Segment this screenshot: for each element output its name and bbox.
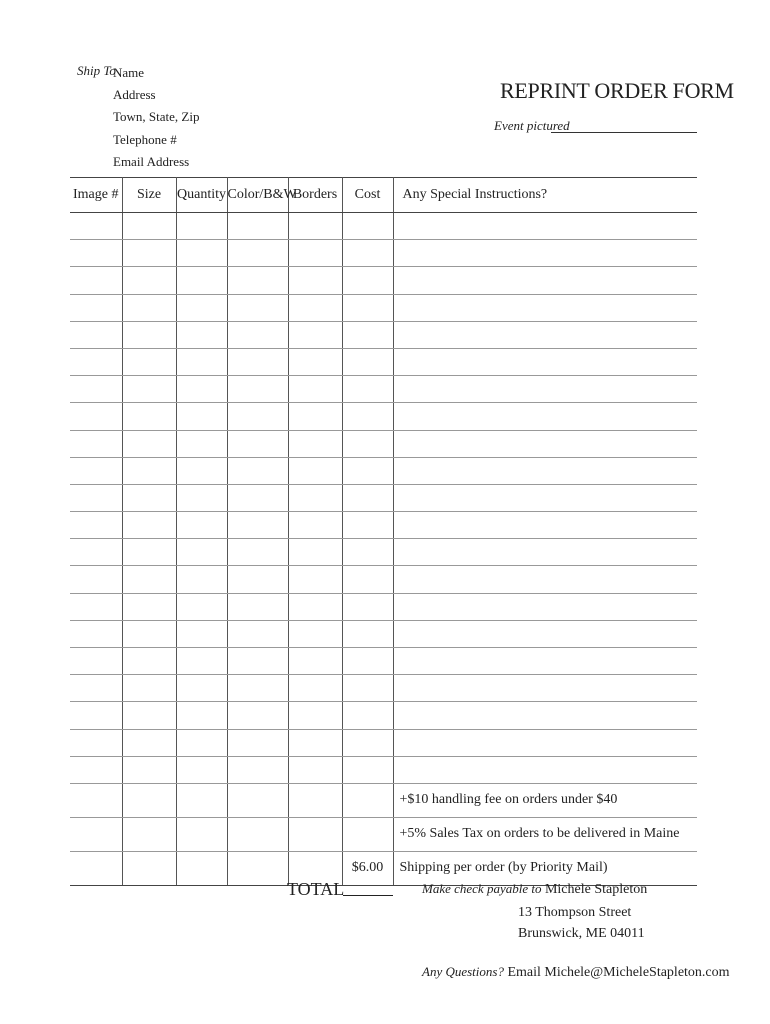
table-row: [70, 240, 697, 267]
table-cell[interactable]: [342, 294, 393, 321]
table-cell[interactable]: [227, 539, 288, 566]
table-cell[interactable]: [122, 294, 176, 321]
table-cell[interactable]: [70, 756, 122, 783]
table-cell[interactable]: [342, 593, 393, 620]
table-cell[interactable]: [227, 783, 288, 817]
table-cell[interactable]: [70, 213, 122, 240]
table-row: [70, 213, 697, 240]
table-cell[interactable]: [176, 817, 227, 851]
table-cell[interactable]: [227, 593, 288, 620]
table-cell[interactable]: [342, 512, 393, 539]
table-row: [70, 566, 697, 593]
table-cell[interactable]: [227, 403, 288, 430]
ship-to-name: Name: [113, 65, 145, 80]
table-cell[interactable]: [288, 566, 342, 593]
table-cell[interactable]: [288, 376, 342, 403]
table-cell[interactable]: [176, 593, 227, 620]
table-cell[interactable]: [227, 566, 288, 593]
table-cell[interactable]: [288, 648, 342, 675]
table-cell[interactable]: [70, 512, 122, 539]
table-row: [70, 620, 697, 647]
table-row: [70, 348, 697, 375]
table-cell[interactable]: [227, 348, 288, 375]
table-cell[interactable]: [70, 348, 122, 375]
table-cell[interactable]: [342, 756, 393, 783]
table-cell[interactable]: [176, 512, 227, 539]
table-cell[interactable]: [176, 240, 227, 267]
table-cell[interactable]: [288, 348, 342, 375]
table-cell[interactable]: [393, 729, 697, 756]
event-pictured-field[interactable]: [551, 132, 697, 133]
table-cell[interactable]: [342, 348, 393, 375]
table-row: [70, 457, 697, 484]
table-cell[interactable]: [122, 267, 176, 294]
table-cell[interactable]: [288, 213, 342, 240]
table-cell[interactable]: [393, 593, 697, 620]
table-cell[interactable]: [70, 566, 122, 593]
table-cell[interactable]: [122, 430, 176, 457]
table-cell[interactable]: [122, 348, 176, 375]
table-cell[interactable]: [288, 817, 342, 851]
table-cell[interactable]: [176, 620, 227, 647]
table-cell[interactable]: [122, 457, 176, 484]
table-cell[interactable]: [70, 783, 122, 817]
table-cell[interactable]: [176, 294, 227, 321]
table-cell[interactable]: [122, 851, 176, 885]
table-row: [70, 539, 697, 566]
table-cell[interactable]: [70, 593, 122, 620]
table-cell[interactable]: [70, 620, 122, 647]
total-label: TOTAL: [287, 879, 345, 899]
column-header-instructions: Any Special Instructions?: [393, 178, 697, 213]
column-header-borders: Borders: [288, 178, 342, 213]
contact-email[interactable]: Email Michele@MicheleStapleton.com: [507, 965, 730, 980]
table-cell[interactable]: [122, 376, 176, 403]
table-cell[interactable]: [70, 457, 122, 484]
table-cell[interactable]: [393, 756, 697, 783]
table-cell[interactable]: [342, 403, 393, 430]
table-cell[interactable]: [393, 620, 697, 647]
table-cell[interactable]: [70, 321, 122, 348]
table-cell[interactable]: [288, 430, 342, 457]
table-cell[interactable]: [176, 321, 227, 348]
table-cell[interactable]: [176, 756, 227, 783]
table-cell[interactable]: [393, 702, 697, 729]
table-cell[interactable]: [122, 539, 176, 566]
table-cell[interactable]: [227, 729, 288, 756]
table-cell[interactable]: [122, 321, 176, 348]
table-cell[interactable]: [288, 240, 342, 267]
table-cell[interactable]: [288, 321, 342, 348]
table-cell[interactable]: [70, 851, 122, 885]
table-cell[interactable]: [227, 620, 288, 647]
table-cell[interactable]: [227, 376, 288, 403]
table-cell[interactable]: [227, 430, 288, 457]
table-cell[interactable]: [122, 756, 176, 783]
table-cell[interactable]: [393, 675, 697, 702]
table-cell[interactable]: [122, 593, 176, 620]
table-cell[interactable]: [70, 294, 122, 321]
table-cell[interactable]: [342, 484, 393, 511]
table-cell[interactable]: [122, 783, 176, 817]
table-cell[interactable]: [288, 620, 342, 647]
sales-tax-note: +5% Sales Tax on orders to be delivered in Maine: [393, 817, 697, 851]
table-cell[interactable]: [288, 294, 342, 321]
table-cell[interactable]: [393, 267, 697, 294]
handling-fee-cost[interactable]: [342, 783, 393, 817]
table-cell[interactable]: [176, 539, 227, 566]
table-cell[interactable]: [176, 348, 227, 375]
payee-city: Brunswick, ME 04011: [518, 926, 645, 941]
table-cell[interactable]: [393, 484, 697, 511]
table-cell[interactable]: [122, 702, 176, 729]
table-cell[interactable]: [288, 512, 342, 539]
table-row: [70, 729, 697, 756]
table-cell[interactable]: [122, 648, 176, 675]
table-cell[interactable]: [176, 267, 227, 294]
table-cell[interactable]: [288, 702, 342, 729]
sales-tax-cost[interactable]: [342, 817, 393, 851]
table-row: [70, 294, 697, 321]
table-cell[interactable]: [176, 783, 227, 817]
table-cell[interactable]: [176, 702, 227, 729]
table-cell[interactable]: [393, 213, 697, 240]
table-cell[interactable]: [70, 240, 122, 267]
table-cell[interactable]: [176, 648, 227, 675]
table-cell[interactable]: [342, 267, 393, 294]
shipping-cost: $6.00: [342, 851, 393, 885]
fee-row-sales-tax: [70, 817, 697, 851]
table-cell[interactable]: [393, 403, 697, 430]
ship-to-town-state-zip: Town, State, Zip: [113, 109, 200, 125]
total-field[interactable]: [343, 895, 393, 896]
table-cell[interactable]: [342, 566, 393, 593]
table-cell[interactable]: [288, 756, 342, 783]
table-cell[interactable]: [227, 321, 288, 348]
table-cell[interactable]: [342, 376, 393, 403]
table-cell[interactable]: [70, 430, 122, 457]
table-row: [70, 376, 697, 403]
table-cell[interactable]: [393, 321, 697, 348]
table-cell[interactable]: [70, 484, 122, 511]
table-cell[interactable]: [227, 213, 288, 240]
questions-label: Any Questions?: [422, 964, 504, 979]
payee-name: Michele Stapleton: [544, 882, 648, 897]
table-cell[interactable]: [70, 539, 122, 566]
table-cell[interactable]: [342, 648, 393, 675]
table-cell[interactable]: [342, 321, 393, 348]
table-cell[interactable]: [176, 430, 227, 457]
ship-to-address: Address: [113, 87, 156, 103]
table-cell[interactable]: [70, 817, 122, 851]
order-table: [70, 177, 697, 886]
table-cell[interactable]: [176, 566, 227, 593]
table-cell[interactable]: [342, 702, 393, 729]
table-cell[interactable]: [227, 457, 288, 484]
table-cell[interactable]: [122, 213, 176, 240]
table-cell[interactable]: [176, 851, 227, 885]
table-cell[interactable]: [227, 675, 288, 702]
table-cell[interactable]: [122, 512, 176, 539]
table-cell[interactable]: [70, 729, 122, 756]
table-cell[interactable]: [342, 675, 393, 702]
table-row: [70, 512, 697, 539]
table-cell[interactable]: [342, 539, 393, 566]
column-header-cost: Cost: [342, 178, 393, 213]
event-pictured-label: Event pictured: [494, 118, 570, 133]
table-cell[interactable]: [122, 403, 176, 430]
table-cell[interactable]: [288, 783, 342, 817]
table-cell[interactable]: [227, 267, 288, 294]
table-row: [70, 648, 697, 675]
table-cell[interactable]: [122, 817, 176, 851]
questions-line: [422, 964, 730, 981]
table-cell[interactable]: [393, 348, 697, 375]
table-cell[interactable]: [176, 213, 227, 240]
table-cell[interactable]: [393, 512, 697, 539]
table-cell[interactable]: [122, 675, 176, 702]
payable-label: Make check payable to: [422, 881, 542, 896]
table-cell[interactable]: [227, 240, 288, 267]
table-row: [70, 267, 697, 294]
table-header-row: [70, 178, 697, 213]
table-cell[interactable]: [393, 457, 697, 484]
payee-street: 13 Thompson Street: [518, 905, 632, 920]
table-cell[interactable]: [342, 457, 393, 484]
table-cell[interactable]: [122, 620, 176, 647]
ship-to-telephone: Telephone #: [113, 131, 177, 147]
table-cell[interactable]: [70, 648, 122, 675]
form-title: REPRINT ORDER FORM: [500, 78, 734, 103]
column-header-size: Size: [122, 178, 176, 213]
table-row: [70, 702, 697, 729]
table-row: [70, 593, 697, 620]
table-cell[interactable]: [342, 213, 393, 240]
table-cell[interactable]: [393, 430, 697, 457]
table-cell[interactable]: [393, 648, 697, 675]
table-cell[interactable]: [288, 675, 342, 702]
table-cell[interactable]: [342, 430, 393, 457]
table-cell[interactable]: [70, 403, 122, 430]
table-cell[interactable]: [393, 376, 697, 403]
table-row: [70, 403, 697, 430]
ship-to-fields: [113, 62, 199, 173]
table-cell[interactable]: [176, 376, 227, 403]
table-cell[interactable]: [393, 240, 697, 267]
table-row: [70, 484, 697, 511]
table-cell[interactable]: [227, 851, 288, 885]
table-cell[interactable]: [342, 729, 393, 756]
column-header-quantity: Quantity: [176, 178, 227, 213]
table-cell[interactable]: [227, 756, 288, 783]
table-row: [70, 321, 697, 348]
table-cell[interactable]: [70, 702, 122, 729]
table-cell[interactable]: [227, 817, 288, 851]
table-cell[interactable]: [227, 702, 288, 729]
column-header-image: Image #: [70, 178, 122, 213]
table-cell[interactable]: [227, 484, 288, 511]
table-cell[interactable]: [227, 648, 288, 675]
table-cell[interactable]: [122, 484, 176, 511]
table-cell[interactable]: [342, 620, 393, 647]
column-header-color: Color/B&W: [227, 178, 288, 213]
table-cell[interactable]: [288, 403, 342, 430]
table-cell[interactable]: [288, 457, 342, 484]
table-cell[interactable]: [70, 267, 122, 294]
ship-to-label: Ship To: [77, 63, 116, 78]
fee-row-handling: [70, 783, 697, 817]
table-cell[interactable]: [122, 240, 176, 267]
table-row: [70, 430, 697, 457]
table-cell[interactable]: [176, 403, 227, 430]
table-cell[interactable]: [176, 729, 227, 756]
table-cell[interactable]: [288, 593, 342, 620]
handling-fee-note: +$10 handling fee on orders under $40: [393, 783, 697, 817]
table-cell[interactable]: [393, 566, 697, 593]
table-row: [70, 756, 697, 783]
table-cell[interactable]: [122, 729, 176, 756]
table-cell[interactable]: [342, 240, 393, 267]
table-cell[interactable]: [176, 457, 227, 484]
table-cell[interactable]: [288, 539, 342, 566]
order-table-body: [70, 213, 697, 886]
payable-line: [422, 881, 647, 898]
table-cell[interactable]: [393, 539, 697, 566]
table-cell[interactable]: [393, 294, 697, 321]
table-cell[interactable]: [70, 376, 122, 403]
table-row: [70, 675, 697, 702]
table-cell[interactable]: [227, 512, 288, 539]
table-cell[interactable]: [122, 566, 176, 593]
table-cell[interactable]: [176, 675, 227, 702]
table-cell[interactable]: [70, 675, 122, 702]
ship-to-email: Email Address: [113, 153, 190, 169]
table-cell[interactable]: [288, 267, 342, 294]
table-cell[interactable]: [176, 484, 227, 511]
shipping-note: Shipping per order (by Priority Mail): [393, 851, 697, 885]
table-cell[interactable]: [288, 729, 342, 756]
table-cell[interactable]: [227, 294, 288, 321]
table-cell[interactable]: [288, 484, 342, 511]
